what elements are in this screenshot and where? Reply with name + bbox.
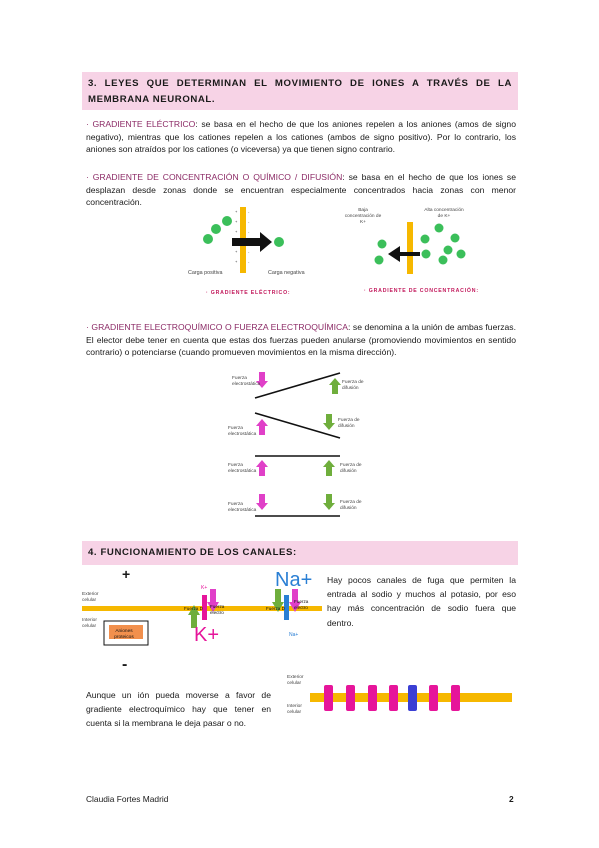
label-fuerza-electro-2: Fuerza electro	[294, 599, 309, 610]
label-interior-celular-2: Interior celular	[287, 704, 302, 715]
label-fuerza-difusion-3: Fuerza de difusión	[340, 463, 362, 474]
label-fuerza-d-2: Fuerza D	[266, 606, 285, 611]
figure-canales-membrana	[310, 680, 515, 716]
figure-gradiente-concentracion	[360, 220, 480, 280]
label-na-big: Na+	[275, 569, 313, 591]
paragraph-membrana-pasar: Aunque un ión pueda moverse a favor de gradiente electroquímico hay que tener en cuenta si la membrana le deja pasar o no.	[86, 690, 271, 729]
direction-arrow-icon	[232, 232, 272, 252]
label-carga-positiva: Carga positiva	[188, 270, 223, 276]
svg-text:+: +	[235, 209, 238, 214]
direction-arrow-icon	[323, 494, 335, 510]
footer-author: Claudia Fortes Madrid	[86, 794, 169, 804]
svg-text:+: +	[235, 259, 238, 264]
label-exterior-celular-2: Exterior celular	[287, 675, 304, 686]
section-3-title-line2: MEMBRANA NEURONAL.	[88, 94, 216, 105]
circle-ion-icon	[375, 224, 466, 265]
svg-text:-: -	[248, 259, 250, 264]
membrane-bar	[407, 222, 413, 274]
label-fuerza-difusion-1: Fuerza de difusión	[342, 380, 364, 391]
direction-arrow-icon	[329, 378, 341, 394]
label-fuerza-electrostatica-3: Fuerza electrostática	[228, 463, 257, 474]
label-fuerza-d-1: Fuerza D	[184, 606, 203, 611]
section-4-title: 4. FUNCIONAMIENTO DE LOS CANALES:	[88, 547, 297, 558]
section-3-header	[82, 72, 518, 110]
svg-text:+: +	[235, 249, 238, 254]
minus-sign: -	[122, 656, 128, 673]
section-3-title-line1: 3. LEYES QUE DETERMINAN EL MOVIMIENTO DE IONES A TRAVÉS DE LA	[88, 78, 512, 89]
label-na-small: Na+	[289, 632, 299, 638]
direction-arrow-icon	[323, 460, 335, 476]
label-fuerza-difusion-2: Fuerza de difusión	[338, 418, 360, 429]
svg-text:+: +	[235, 219, 238, 224]
caption-gradiente-electrico: · GRADIENTE ELÉCTRICO:	[206, 290, 291, 296]
caption-gradiente-concentracion: · GRADIENTE DE CONCENTRACIÓN:	[364, 288, 479, 294]
svg-text:-: -	[248, 219, 250, 224]
label-fuerza-electro-1: Fuerza electro	[210, 604, 225, 615]
svg-text:-: -	[248, 209, 250, 214]
term-gradiente-electrico: · GRADIENTE ELÉCTRICO	[86, 119, 196, 129]
label-fuerza-difusion-4: Fuerza de difusión	[340, 500, 362, 511]
paragraph-gradiente-concentracion	[86, 171, 516, 209]
label-k-big: K+	[194, 624, 220, 646]
footer-page-number: 2	[509, 794, 514, 804]
label-exterior-celular: Exterior celular	[82, 592, 99, 603]
label-baja-concentracion: Baja concentración de K+	[344, 208, 382, 225]
label-aniones-proteicos: Aniones proteicos	[114, 629, 134, 640]
paragraph-gradiente-electrico	[86, 118, 516, 156]
direction-arrow-icon	[388, 246, 420, 262]
svg-text:-: -	[248, 249, 250, 254]
term-gradiente-concentracion: · GRADIENTE DE CONCENTRACIÓN O QUÍMICO / DIFUSIÓN	[86, 172, 343, 182]
label-interior-celular: Interior celular	[82, 618, 97, 629]
text-gradiente-concentracion: : se basa en el hecho de que los iones se desplazan desde zonas donde se encuentran especialmente concentrados hacia zonas con menor concentración.	[86, 172, 516, 208]
direction-arrow-icon	[323, 414, 335, 430]
paragraph-gradiente-electroquimico	[86, 321, 516, 359]
term-gradiente-electroquimico: · GRADIENTE ELECTROQUÍMICO O FUERZA ELECTROQUÍMICA	[86, 322, 348, 332]
svg-text:-: -	[248, 229, 250, 234]
svg-text:+: +	[235, 229, 238, 234]
label-fuerza-electrostatica-2: Fuerza electrostática	[228, 426, 257, 437]
paragraph-canales-fuga: Hay pocos canales de fuga que permiten la entrada al sodio y muchos al potasio, por eso hay más concentración de sodio fuera que dentro.	[327, 575, 516, 628]
section-4-header	[82, 541, 518, 565]
label-fuerza-electrostatica-4: Fuerza electrostática	[228, 502, 257, 513]
label-fuerza-electrostatica-1: Fuerza electrostática	[232, 376, 261, 387]
text-gradiente-electroquimico: : se denomina a la unión de ambas fuerzas. El elector debe tener en cuenta que estas dos fuerzas pueden anularse (promoviendo movimientos en sentido contrario) o potenciarse (cuando promueven movimientos en la misma dirección).	[86, 322, 516, 358]
text-gradiente-electrico: : se basa en el hecho de que los aniones repelen a los aniones (amos de signo negativo), mientras que los cationes repelen a los cationes (ambos de signo positivo). Por lo contrario, los aniones son atraídos por los cationes (o viceversa) ya que tienen signo contrario.	[86, 119, 516, 155]
plus-sign: +	[122, 566, 131, 582]
label-alta-concentracion: Alta concentración de K+	[424, 208, 464, 219]
label-carga-negativa: Carga negativa	[268, 270, 305, 276]
label-k-small: K+	[201, 585, 208, 591]
